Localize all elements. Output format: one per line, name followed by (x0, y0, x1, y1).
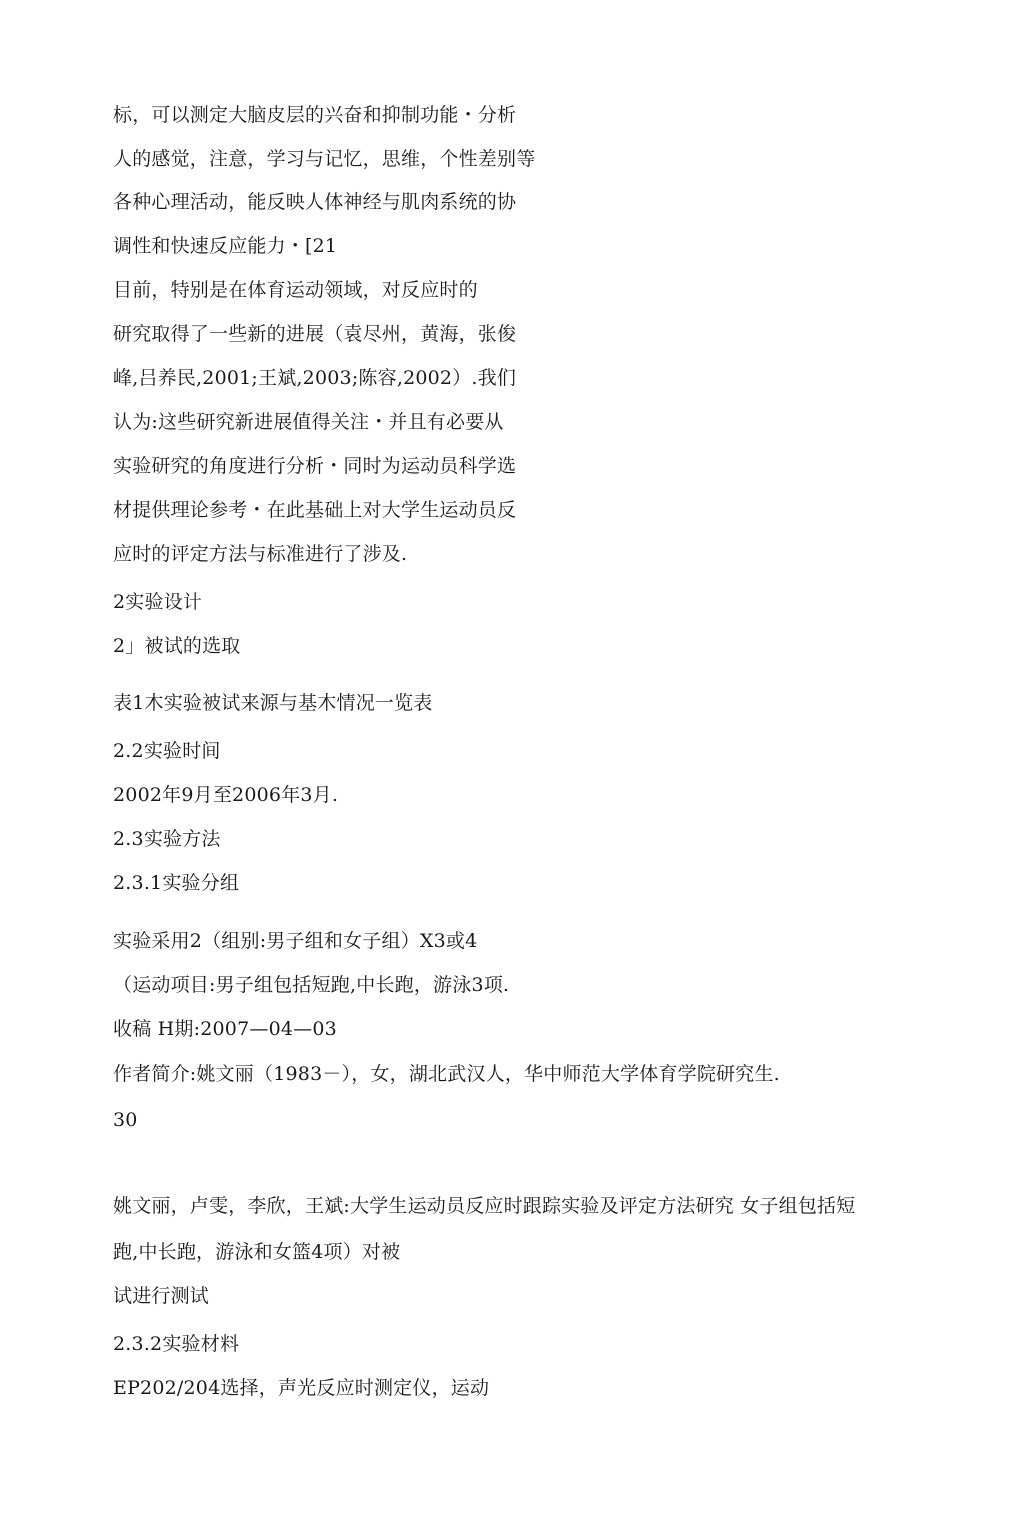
subsection-heading: 2.2实验时间 (113, 740, 221, 762)
paragraph-line: 认为:这些研究新进展值得关注・并且有必要从 (113, 411, 504, 433)
paragraph-line: （运动项目:男子组包括短跑,中长跑，游泳3项. (113, 974, 510, 996)
paragraph-line: EP202/204选择，声光反应时测定仪，运动 (113, 1377, 490, 1399)
subsection-heading: 2.3实验方法 (113, 828, 221, 850)
subsection-heading: 2.3.1实验分组 (113, 872, 240, 894)
paragraph-line: 应时的评定方法与标准进行了涉及. (113, 543, 408, 565)
paragraph-line: 实验研究的角度进行分析・同时为运动员科学选 (113, 455, 517, 477)
subsection-heading: 2」被试的选取 (113, 635, 241, 657)
subsection-heading: 2.3.2实验材料 (113, 1333, 240, 1355)
paragraph-line: 材提供理论参考・在此基础上对大学生运动员反 (113, 499, 517, 521)
table-caption: 表1木实验被试来源与基木情况一览表 (113, 692, 433, 714)
paragraph-line: 标，可以测定大脑皮层的兴奋和抑制功能・分析 (113, 104, 517, 126)
running-header: 姚文丽，卢雯，李欣，王斌:大学生运动员反应时跟踪实验及评定方法研究 女子组包括短 (113, 1195, 856, 1217)
paragraph-line: 峰,吕养民,2001;王斌,2003;陈容,2002）.我们 (113, 367, 517, 389)
paragraph-line: 试进行测试 (113, 1285, 210, 1307)
paragraph-line: 目前，特别是在体育运动领域，对反应时的 (113, 279, 478, 301)
paragraph-line: 实验采用2（组别:男子组和女子组）X3或4 (113, 930, 478, 952)
paragraph-line: 各种心理活动，能反映人体神经与肌肉系统的协 (113, 191, 517, 213)
paragraph-line: 调性和快速反应能力・[21 (113, 235, 338, 257)
page-number: 30 (113, 1109, 138, 1131)
footnote-author: 作者简介:姚文丽（1983－），女，湖北武汉人，华中师范大学体育学院研究生. (113, 1063, 780, 1085)
section-heading: 2实验设计 (113, 591, 203, 613)
footnote-received: 收稿 H期:2007—04—03 (113, 1018, 337, 1040)
paragraph-line: 人的感觉，注意，学习与记忆，思维，个性差别等 (113, 148, 536, 170)
paragraph-line: 2002年9月至2006年3月. (113, 784, 339, 806)
paragraph-line: 研究取得了一些新的进展（袁尽州，黄海，张俊 (113, 323, 517, 345)
paragraph-line: 跑,中长跑，游泳和女篮4项）对被 (113, 1241, 401, 1263)
